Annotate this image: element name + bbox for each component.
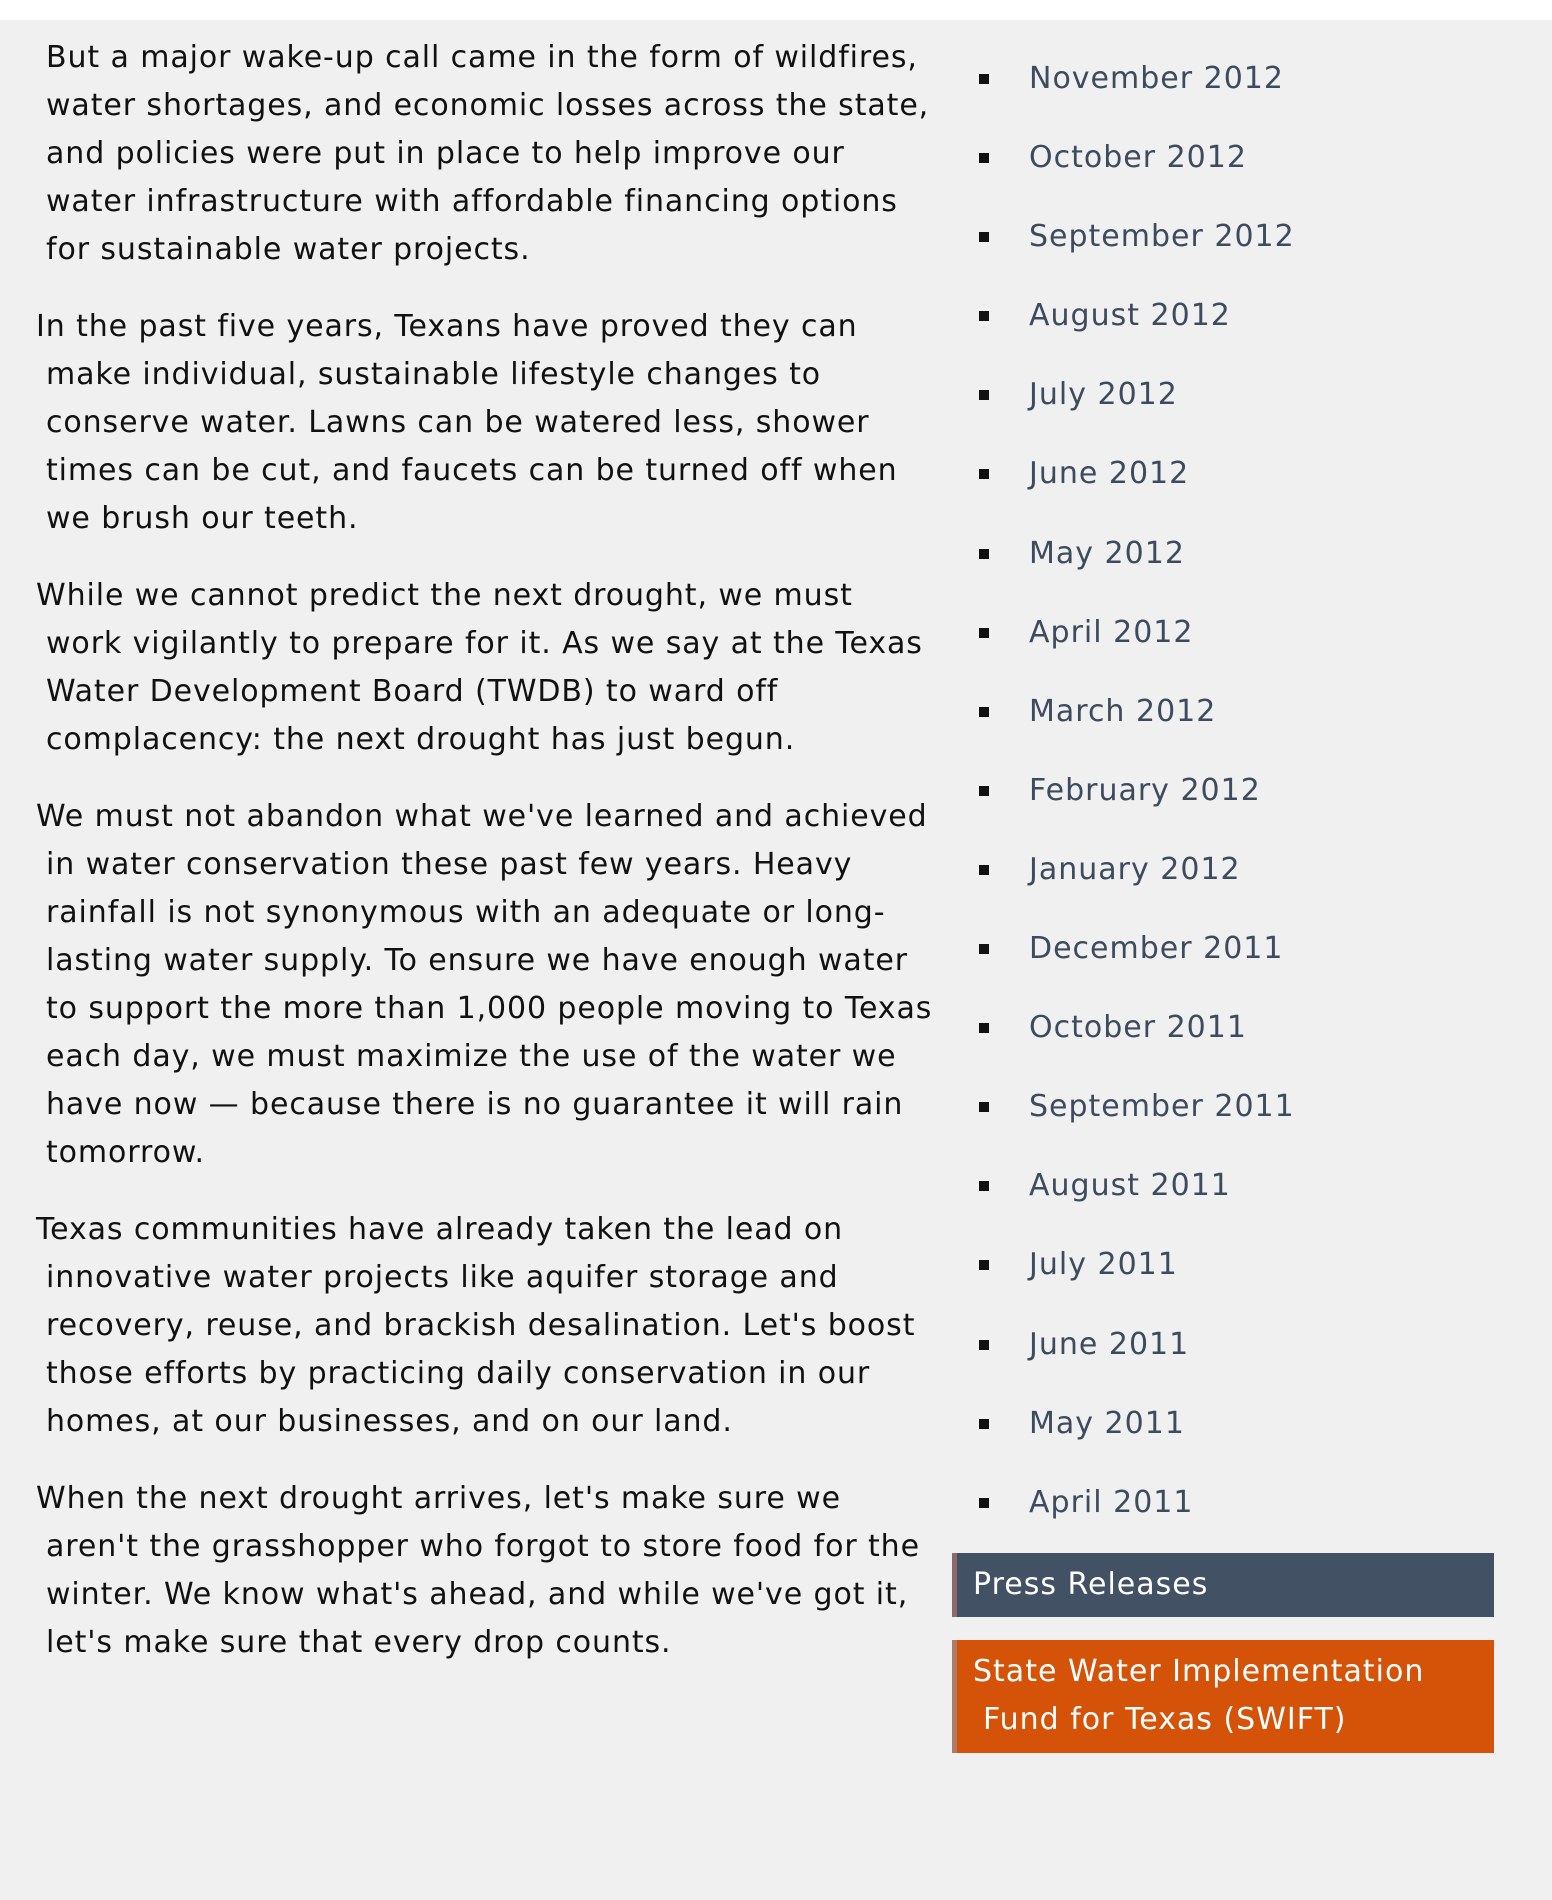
archive-item [952, 1087, 1494, 1166]
article-paragraph: In the past five years, Texans have proved they can make individual, sustainable lifestyle changes to conserve water. Lawns can be watered less, shower times can be cut, and faucets can be turned off when we brush our teeth. [36, 309, 898, 536]
archive-link-february-2012[interactable]: February 2012 [1029, 772, 1261, 808]
bullet-icon [979, 707, 989, 717]
archive-link-june-2011[interactable]: June 2011 [1029, 1326, 1190, 1362]
archive-item [952, 296, 1494, 375]
bullet-icon [979, 628, 989, 638]
archive-link-april-2011[interactable]: April 2011 [1029, 1484, 1194, 1520]
bullet-icon [979, 469, 989, 479]
bullet-icon [979, 1260, 989, 1270]
archive-item [952, 138, 1494, 217]
press-releases-label: Press Releases [973, 1567, 1209, 1602]
article-paragraph: Texas communities have already taken the lead on innovative water projects like aquifer storage and recovery, reuse, and brackish desalination. Let's boost those efforts by practicing daily conservation in our homes, at our businesses, and on our land. [36, 1212, 916, 1439]
archive-item [952, 454, 1494, 533]
bullet-icon [979, 1023, 989, 1033]
archive-link-september-2012[interactable]: September 2012 [1029, 219, 1295, 255]
bullet-icon [979, 1340, 989, 1350]
swift-link[interactable] [952, 1640, 1494, 1753]
archive-link-october-2011[interactable]: October 2011 [1029, 1010, 1247, 1046]
press-releases-link[interactable] [952, 1553, 1494, 1617]
archive-item [952, 771, 1494, 850]
bullet-icon [979, 1181, 989, 1191]
archive-item [952, 850, 1494, 929]
article-paragraph: But a major wake-up call came in the form of wildfires, water shortages, and economic losses across the state, and policies were put in place to help improve our water infrastructure with affordable financing options for sustainable water projects. [46, 40, 930, 267]
bullet-icon [979, 1419, 989, 1429]
page-content [0, 20, 1552, 1900]
bullet-icon [979, 153, 989, 163]
swift-label: State Water Implementation Fund for Texas (SWIFT) [973, 1654, 1425, 1737]
archive-link-january-2012[interactable]: January 2012 [1029, 851, 1241, 887]
article-body [36, 34, 936, 1696]
archive-link-december-2011[interactable]: December 2011 [1029, 931, 1284, 967]
archive-item [952, 375, 1494, 454]
archive-link-august-2011[interactable]: August 2011 [1029, 1168, 1231, 1204]
bullet-icon [979, 944, 989, 954]
archive-link-may-2012[interactable]: May 2012 [1029, 535, 1185, 571]
archive-item [952, 1166, 1494, 1245]
bullet-icon [979, 1498, 989, 1508]
archive-link-october-2012[interactable]: October 2012 [1029, 140, 1247, 176]
bullet-icon [979, 232, 989, 242]
bullet-icon [979, 311, 989, 321]
bullet-icon [979, 74, 989, 84]
archive-link-august-2012[interactable]: August 2012 [1029, 298, 1231, 334]
archive-item [952, 1483, 1494, 1562]
archive-item [952, 1404, 1494, 1483]
bullet-icon [979, 390, 989, 400]
archive-item [952, 929, 1494, 1008]
bullet-icon [979, 1102, 989, 1112]
archive-item [952, 1008, 1494, 1087]
bullet-icon [979, 549, 989, 559]
archive-item [952, 1245, 1494, 1324]
archive-item [952, 217, 1494, 296]
archive-item [952, 534, 1494, 613]
bullet-icon [979, 865, 989, 875]
archive-link-september-2011[interactable]: September 2011 [1029, 1089, 1295, 1125]
bullet-icon [979, 786, 989, 796]
archive-link-june-2012[interactable]: June 2012 [1029, 456, 1190, 492]
archive-item [952, 692, 1494, 771]
archive-list [952, 59, 1494, 1562]
article-paragraph: When the next drought arrives, let's make sure we aren't the grasshopper who forgot to store food for the winter. We know what's ahead, and while we've got it, let's make sure that every drop counts. [36, 1481, 920, 1660]
archive-link-november-2012[interactable]: November 2012 [1029, 61, 1284, 96]
article-paragraph: While we cannot predict the next drought, we must work vigilantly to prepare for it. As we say at the Texas Water Development Board (TWDB) to ward off complacency: the next drought has just begun. [36, 578, 923, 757]
archive-item [952, 1325, 1494, 1404]
archive-link-july-2011[interactable]: July 2011 [1029, 1247, 1178, 1283]
archive-link-march-2012[interactable]: March 2012 [1029, 693, 1217, 729]
archive-item [952, 613, 1494, 692]
archive-link-july-2012[interactable]: July 2012 [1029, 377, 1178, 413]
archive-link-april-2012[interactable]: April 2012 [1029, 614, 1194, 650]
article-paragraph: We must not abandon what we've learned and achieved in water conservation these past few years. Heavy rainfall is not synonymous with an adequate or long-lasting water supply. To ensure we have enough water to support the more than 1,000 people moving to Texas each day, we must maximize the use of the water we have now — because there is no guarantee it will rain tomorrow. [36, 799, 933, 1170]
archive-link-may-2011[interactable]: May 2011 [1029, 1405, 1185, 1441]
archive-item [952, 59, 1494, 138]
